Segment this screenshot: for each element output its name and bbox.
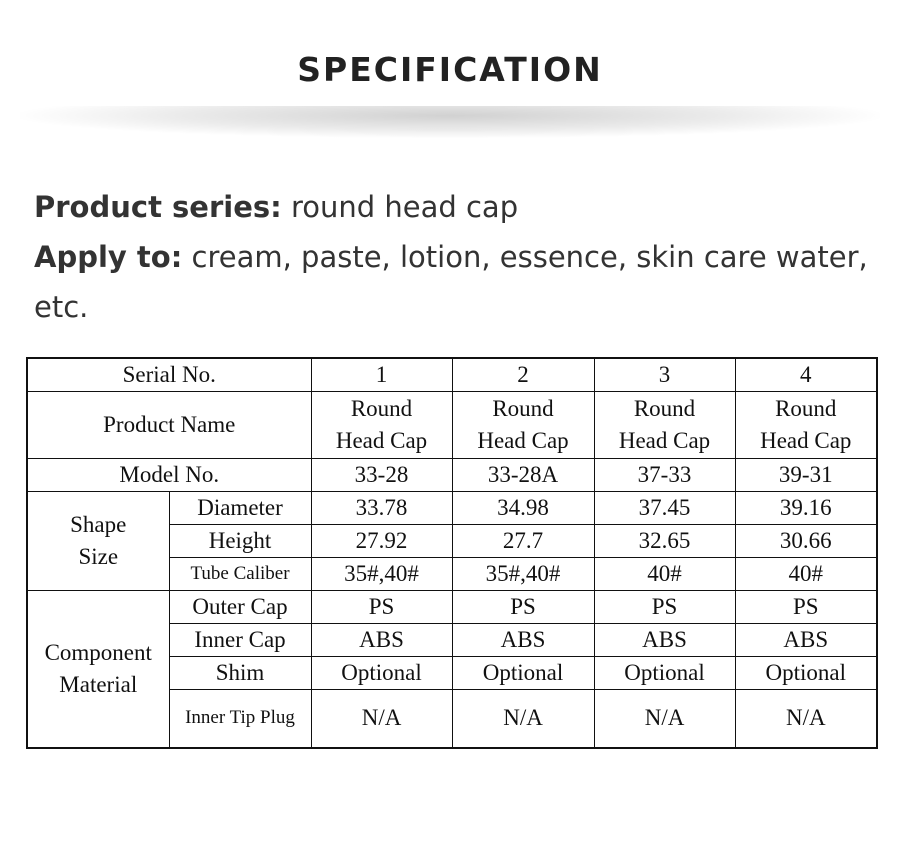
shim-cell: Optional	[594, 657, 735, 690]
inner-cap-cell: ABS	[735, 624, 877, 657]
model-no-header: Model No.	[27, 459, 311, 492]
product-name-line: Round	[633, 396, 696, 421]
inner-cap-label: Inner Cap	[169, 624, 311, 657]
tube-caliber-cell: 35#,40#	[311, 558, 452, 591]
inner-tip-plug-cell: N/A	[452, 690, 594, 748]
outer-cap-cell: PS	[311, 591, 452, 624]
shim-label: Shim	[169, 657, 311, 690]
specification-table	[26, 357, 878, 749]
apply-to-label: Apply to:	[34, 240, 183, 274]
model-cell: 37-33	[594, 459, 735, 492]
table-row-diameter	[27, 492, 877, 525]
apply-to-line	[34, 232, 874, 332]
inner-cap-cell: ABS	[452, 624, 594, 657]
table-row-outer-cap	[27, 591, 877, 624]
diameter-label: Diameter	[169, 492, 311, 525]
component-material-line: Component	[44, 639, 152, 665]
product-name-cell	[311, 392, 452, 459]
shape-size-header	[27, 492, 169, 591]
height-label: Height	[169, 525, 311, 558]
product-series-value: round head cap	[290, 190, 519, 224]
outer-cap-cell: PS	[594, 591, 735, 624]
diameter-cell: 39.16	[735, 492, 877, 525]
tube-caliber-cell: 40#	[735, 558, 877, 591]
inner-tip-plug-cell: N/A	[735, 690, 877, 748]
serial-cell: 4	[735, 358, 877, 392]
height-cell: 27.92	[311, 525, 452, 558]
component-material-line: Material	[59, 671, 138, 697]
tube-caliber-label: Tube Caliber	[169, 558, 311, 591]
product-name-line: Head Cap	[335, 428, 428, 453]
serial-cell: 1	[311, 358, 452, 392]
model-cell: 33-28A	[452, 459, 594, 492]
diameter-cell: 33.78	[311, 492, 452, 525]
shim-cell: Optional	[452, 657, 594, 690]
table-row-model	[27, 459, 877, 492]
diameter-cell: 37.45	[594, 492, 735, 525]
outer-cap-cell: PS	[735, 591, 877, 624]
height-cell: 27.7	[452, 525, 594, 558]
diameter-cell: 34.98	[452, 492, 594, 525]
product-name-cell	[735, 392, 877, 459]
product-series-line	[34, 182, 874, 232]
inner-tip-plug-cell: N/A	[311, 690, 452, 748]
serial-cell: 3	[594, 358, 735, 392]
inner-cap-cell: ABS	[311, 624, 452, 657]
product-name-line: Head Cap	[760, 428, 852, 453]
inner-tip-plug-cell: N/A	[594, 690, 735, 748]
inner-tip-plug-label: Inner Tip Plug	[169, 690, 311, 748]
tube-caliber-cell: 40#	[594, 558, 735, 591]
serial-cell: 2	[452, 358, 594, 392]
table-row-serial	[27, 358, 877, 392]
page-title: SPECIFICATION	[297, 50, 603, 89]
product-name-line: Round	[492, 396, 554, 421]
product-info	[34, 182, 874, 332]
product-series-label: Product series:	[34, 190, 282, 224]
product-name-cell	[452, 392, 594, 459]
title-shadow-divider	[20, 106, 880, 138]
apply-to-value: cream, paste, lotion, essence, skin care water, etc.	[34, 240, 868, 324]
product-name-line: Round	[775, 396, 837, 421]
shim-cell: Optional	[735, 657, 877, 690]
component-material-header	[27, 591, 169, 748]
tube-caliber-cell: 35#,40#	[452, 558, 594, 591]
height-cell: 30.66	[735, 525, 877, 558]
product-name-line: Head Cap	[477, 428, 569, 453]
shim-cell: Optional	[311, 657, 452, 690]
product-name-header: Product Name	[27, 392, 311, 459]
outer-cap-label: Outer Cap	[169, 591, 311, 624]
shape-size-line: Shape	[70, 512, 127, 537]
inner-cap-cell: ABS	[594, 624, 735, 657]
product-name-cell	[594, 392, 735, 459]
table-row-product-name	[27, 392, 877, 459]
outer-cap-cell: PS	[452, 591, 594, 624]
serial-no-header: Serial No.	[27, 358, 311, 392]
height-cell: 32.65	[594, 525, 735, 558]
product-name-line: Round	[350, 396, 413, 421]
model-cell: 33-28	[311, 459, 452, 492]
product-name-line: Head Cap	[618, 428, 711, 453]
model-cell: 39-31	[735, 459, 877, 492]
shape-size-line: Size	[78, 544, 119, 569]
